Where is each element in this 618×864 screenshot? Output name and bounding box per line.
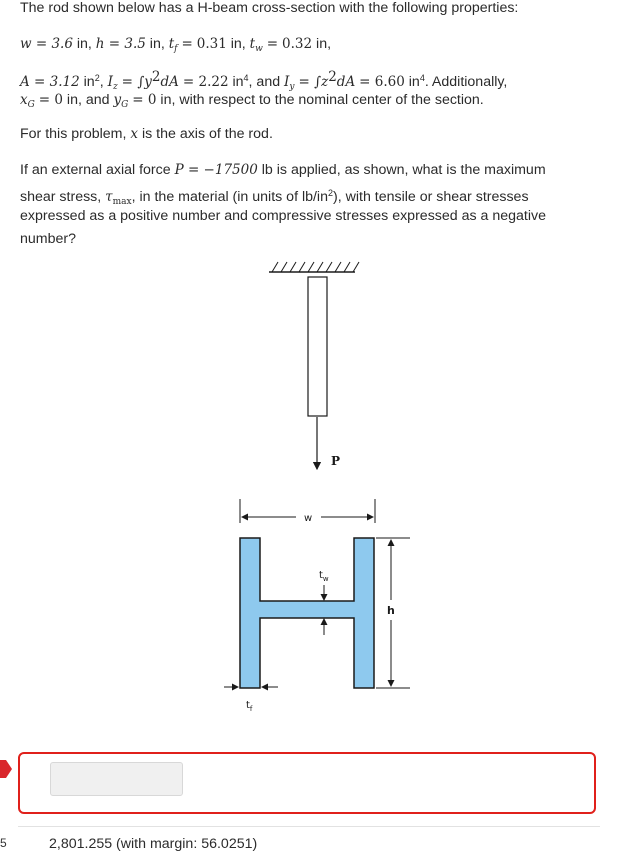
- rod: [308, 277, 327, 416]
- fixed-support: [269, 262, 359, 272]
- yg-value: = 0: [132, 92, 157, 108]
- svg-text:tf: $t_f$: [246, 700, 253, 713]
- correct-answer-feedback: 2,801.255 (with margin: 56.0251): [49, 836, 258, 852]
- xg-value: = 0: [38, 92, 63, 108]
- flange-thickness-dimension: [224, 687, 278, 713]
- edge-glyph: 5: [0, 836, 7, 850]
- problem-intro: The rod shown below has a H-beam cross-section with the following properties:: [20, 0, 519, 16]
- h-value: h = 3.5: [95, 36, 146, 52]
- svg-text:tw: $t_w$: [319, 570, 329, 583]
- dimension-line: w = 3.6 in, h = 3.5 in, $t_f = 0.31$ in, $t_w = 0.32$ in,: [20, 36, 332, 54]
- question-line-1: If an external axial force P = −17500 lb is applied, as shown, what is the maximum: [20, 162, 546, 178]
- width-dimension: [240, 499, 375, 524]
- divider: [18, 826, 600, 827]
- section-properties-line: A = 3.12 $in^2$, $I_z = \int y^2dA = 2.22$ $in^4$, and $I_y = \int z^2dA = 6.60$ $in^4$. Additionally,: [20, 69, 508, 92]
- tw-value: 0.32: [282, 36, 313, 52]
- question-line-2: shear stress, $\tau_{max}$, in the material (in units of $lb/in^2$), with tensile or shear stresses: [20, 188, 529, 207]
- height-dimension: [376, 538, 410, 688]
- question-line-3: expressed as a positive number and compressive stresses expressed as a negative: [20, 208, 546, 224]
- tf-value: 0.31: [196, 36, 227, 52]
- area-value: A = 3.12: [20, 74, 80, 90]
- w-value: w = 3.6: [20, 36, 73, 52]
- width-label: w: [304, 513, 313, 524]
- iy-value: = 6.60: [359, 74, 405, 90]
- h-cross-section: [240, 538, 374, 688]
- centroid-note: in, with respect to the nominal center of the section.: [156, 92, 484, 108]
- centroid-line: $x_G = 0$ in, and $y_G = 0$ in, with respect to the nominal center of the section.: [20, 92, 484, 110]
- force-value: P = −17500: [174, 162, 258, 178]
- iz-value: = 2.22: [182, 74, 229, 90]
- answer-container: [18, 752, 596, 814]
- h-beam-figure: [220, 255, 440, 725]
- height-label: h: [387, 604, 395, 617]
- answer-input[interactable]: [50, 762, 183, 796]
- incorrect-flag-icon: [0, 760, 12, 778]
- force-label: P: [331, 454, 341, 468]
- axis-note: For this problem, x is the axis of the rod.: [20, 126, 273, 142]
- question-line-4: number?: [20, 231, 76, 247]
